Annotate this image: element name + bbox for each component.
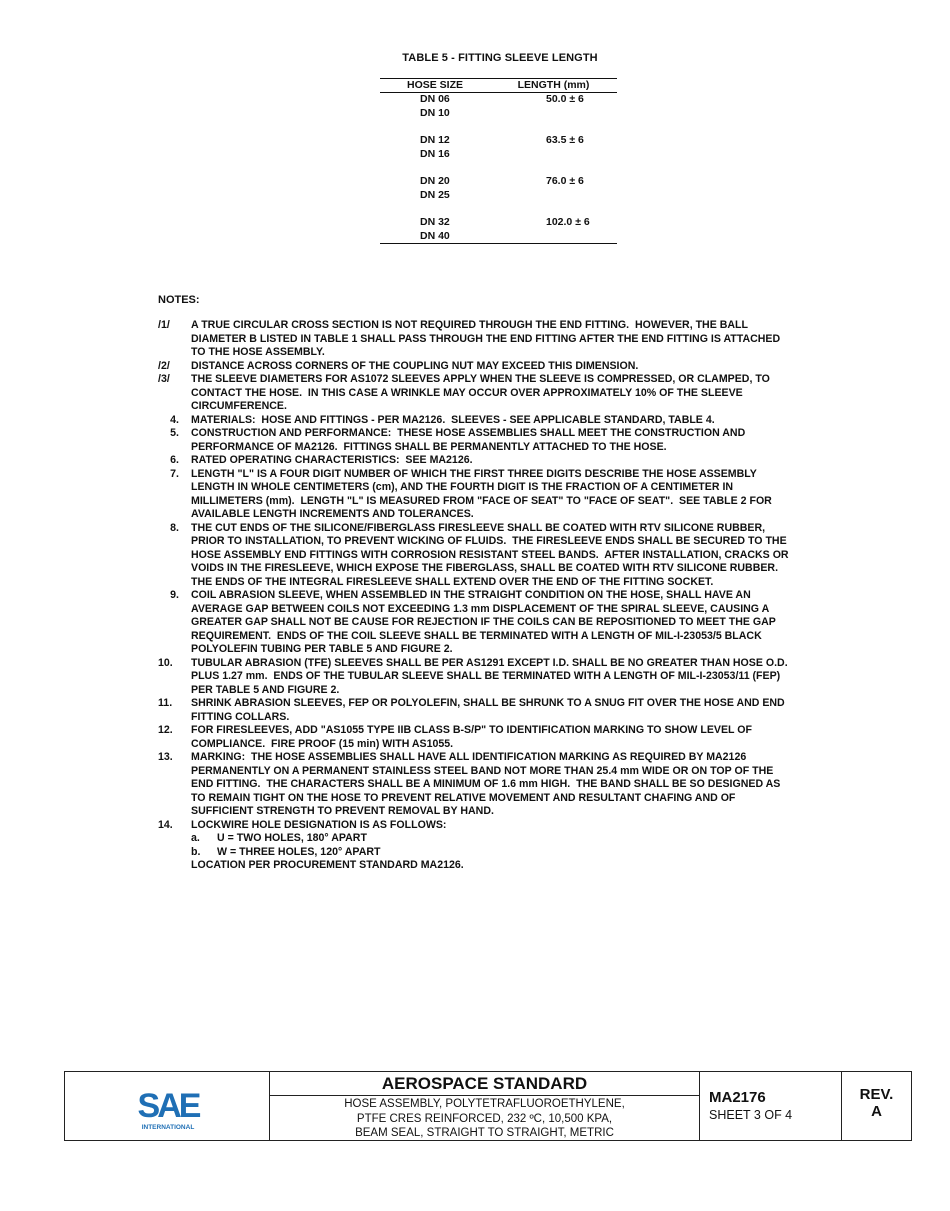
sheet-number: SHEET 3 OF 4 [709, 1108, 793, 1122]
logo-cell [65, 1072, 270, 1140]
hose-size: DN 25 [420, 188, 450, 201]
sub-letter: a. [191, 832, 200, 844]
note-number: 8. [170, 521, 179, 534]
note-closing: LOCATION PER PROCUREMENT STANDARD MA2126. [191, 859, 464, 871]
note-number: 12. [158, 724, 173, 736]
hose-size: DN 06 [420, 93, 450, 105]
note-item [158, 414, 863, 428]
note-item [158, 819, 863, 833]
note-number: 7. [170, 467, 179, 480]
rev-value: A [871, 1103, 882, 1120]
hose-size: DN 40 [420, 229, 450, 242]
note-item [158, 697, 863, 724]
note-number: /3/ [158, 373, 170, 385]
hose-size: DN 32 [420, 216, 450, 228]
note-item [158, 360, 863, 374]
description-line: BEAM SEAL, STRAIGHT TO STRAIGHT, METRIC [355, 1127, 614, 1139]
sae-logo-icon [131, 1084, 205, 1132]
note-number: 13. [158, 751, 173, 763]
logo-text: SAE [137, 1087, 199, 1125]
table5-row [380, 93, 617, 120]
note-number: 5. [170, 427, 179, 439]
sleeve-length: 102.0 ± 6 [546, 216, 590, 228]
note-sub-item [158, 832, 863, 846]
standard-heading: AEROSPACE STANDARD [270, 1072, 699, 1096]
sleeve-length: 63.5 ± 6 [546, 134, 584, 146]
note-text: TUBULAR ABRASION (TFE) SLEEVES SHALL BE PER AS1291 EXCEPT I.D. SHALL BE NO GREATER THAN HOSE O.D. PLUS 1.27 mm. ENDS OF THE TUBULAR SLEEVE SHALL BE TERMINATED WITH A LENGTH OF MIL-I-23053/11 (FEP) PER TABLE 5 AND FIGURE 2. [191, 656, 788, 696]
table5 [380, 78, 617, 244]
hose-size: DN 16 [420, 147, 450, 160]
rev-label: REV. [859, 1086, 894, 1103]
header-length: LENGTH (mm) [517, 79, 590, 91]
note-item [158, 522, 863, 590]
note-item [158, 589, 863, 657]
sub-letter: b. [191, 845, 201, 858]
revision-cell [842, 1072, 911, 1140]
doc-number-cell [700, 1072, 842, 1140]
note-text: DISTANCE ACROSS CORNERS OF THE COUPLING NUT MAY EXCEED THIS DIMENSION. [191, 359, 639, 372]
sleeve-length: 76.0 ± 6 [546, 175, 584, 187]
hose-size: DN 20 [420, 175, 450, 187]
note-number: 11. [158, 697, 173, 709]
table-rule-bottom [380, 243, 617, 244]
note-text: CONSTRUCTION AND PERFORMANCE: THESE HOSE ASSEMBLIES SHALL MEET THE CONSTRUCTION AND PERFORMANCE OF MA2126. FITTINGS SHALL BE PERMANENTLY ATTACHED TO THE HOSE. [191, 427, 746, 453]
note-item [158, 373, 863, 414]
standard-description [270, 1096, 699, 1141]
note-number: /2/ [158, 359, 170, 372]
header-hose-size: HOSE SIZE [406, 79, 463, 91]
note-text: LOCKWIRE HOLE DESIGNATION IS AS FOLLOWS: [191, 818, 447, 831]
note-number: 10. [158, 656, 173, 669]
note-text: A TRUE CIRCULAR CROSS SECTION IS NOT REQUIRED THROUGH THE END FITTING. HOWEVER, THE BALL DIAMETER B LISTED IN TABLE 1 SHALL PASS THROUGH THE END FITTING AFTER THE END FITTING IS ATTACHED TO THE HOSE ASSEMBLY. [191, 319, 781, 358]
title-block [64, 1071, 912, 1141]
note-item [158, 468, 863, 522]
note-item [158, 657, 863, 698]
note-text: LENGTH "L" IS A FOUR DIGIT NUMBER OF WHICH THE FIRST THREE DIGITS DESCRIBE THE HOSE ASSEMBLY LENGTH IN WHOLE CENTIMETERS (cm), AND THE FOURTH DIGIT IS THE FRACTION OF A CENTIMETER IN MILLIMETERS (mm). LENGTH "L" IS MEASURED FROM "FACE OF SEAT" TO "FACE OF SEAT". SEE TABLE 2 FOR AVAILABLE LENGTH INCREMENTS AND TOLERANCES. [191, 467, 772, 520]
note-number: 6. [170, 454, 179, 466]
logo-subtext: INTERNATIONAL [141, 1124, 195, 1131]
table5-row [380, 216, 617, 243]
note-sub-item [158, 846, 863, 860]
note-number: /1/ [158, 319, 170, 331]
sub-text: U = TWO HOLES, 180° APART [217, 832, 367, 844]
note-number: 9. [170, 589, 179, 601]
description-line: PTFE CRES REINFORCED, 232 ºC, 10,500 KPA, [356, 1112, 613, 1125]
note-text: RATED OPERATING CHARACTERISTICS: SEE MA2126. [191, 454, 473, 466]
note-text: COIL ABRASION SLEEVE, WHEN ASSEMBLED IN THE STRAIGHT CONDITION ON THE HOSE, SHALL HAVE AN AVERAGE GAP BETWEEN COILS NOT EXCEEDING 1.3 mm DISPLACEMENT OF THE SPIRAL SLEEVE, CAUSING A GREATER GAP SHALL NOT BE CAUSE FOR REJECTION IF THE COILS CAN BE REPOSITIONED TO MEET THE GAP REQUIREMENT. ENDS OF THE COIL SLEEVE SHALL BE TERMINATED WITH A LENGTH OF MIL-I-23053/5 BLACK POLYOLEFIN TUBING PER TABLE 5 AND FIGURE 2. [191, 589, 776, 655]
note-item [158, 751, 863, 819]
notes-list [158, 319, 863, 873]
doc-number: MA2176 [709, 1089, 766, 1106]
note-text: THE CUT ENDS OF THE SILICONE/FIBERGLASS FIRESLEEVE SHALL BE COATED WITH RTV SILICONE RUBBER, PRIOR TO INSTALLATION, TO PREVENT WICKING OF FLUIDS. THE FIRESLEEVE ENDS SHALL BE SECURED TO THE HOSE ASSEMBLY END FITTINGS WITH CORROSION RESISTANT STEEL BANDS. AFTER INSTALLATION, CRACKS OR VOIDS IN THE FIRESLEEVE, WHICH EXPOSE THE FIBERGLASS, SHALL BE COATED WITH RTV SILICONE RUBBER. THE ENDS OF THE INTEGRAL FIRESLEEVE SHALL EXTEND OVER THE END OF THE FITTING SOCKET. [191, 521, 789, 588]
table5-title: TABLE 5 - FITTING SLEEVE LENGTH [402, 52, 598, 64]
notes-heading: NOTES: [158, 294, 200, 306]
note-text: MATERIALS: HOSE AND FITTINGS - PER MA2126. SLEEVES - SEE APPLICABLE STANDARD, TABLE 4. [191, 413, 715, 426]
note-item [158, 454, 863, 468]
table5-header-row [380, 79, 617, 92]
hose-size: DN 12 [420, 134, 450, 146]
note-text: MARKING: THE HOSE ASSEMBLIES SHALL HAVE ALL IDENTIFICATION MARKING AS REQUIRED BY MA2126 PERMANENTLY ON A PERMANENT STAINLESS STEEL BAND NOT MORE THAN 25.4 mm WIDE OR ON TOP OF THE END FITTING. THE CHARACTERS SHALL BE A MINIMUM OF 1.6 mm HIGH. THE BAND SHALL BE SO DESIGNED AS TO REMAIN TIGHT ON THE HOSE TO PREVENT RELATIVE MOVEMENT AND RESULTANT CHAFING AND OF SUFFICIENT STRENGTH TO PREVENT REMOVAL BY HAND. [191, 751, 781, 817]
note-item [158, 724, 863, 751]
table5-row [380, 175, 617, 202]
title-cell [270, 1072, 700, 1140]
note-text: THE SLEEVE DIAMETERS FOR AS1072 SLEEVES APPLY WHEN THE SLEEVE IS COMPRESSED, OR CLAMPED, TO CONTACT THE HOSE. IN THIS CASE A WRINKLE MAY OCCUR OVER APPROXIMATELY 10% OF THE SLEEVE CIRCUMFERENCE. [191, 373, 770, 412]
note-number: 4. [170, 413, 179, 426]
hose-size: DN 10 [420, 106, 450, 119]
note-item [158, 427, 863, 454]
note-number: 14. [158, 818, 173, 831]
note-text: SHRINK ABRASION SLEEVES, FEP OR POLYOLEFIN, SHALL BE SHRUNK TO A SNUG FIT OVER THE HOSE AND END FITTING COLLARS. [191, 697, 785, 723]
note-text: FOR FIRESLEEVES, ADD "AS1055 TYPE IIB CLASS B-S/P" TO IDENTIFICATION MARKING TO SHOW LEVEL OF COMPLIANCE. FIRE PROOF (15 min) WITH AS1055. [191, 724, 752, 750]
description-line: HOSE ASSEMBLY, POLYTETRAFLUOROETHYLENE, [344, 1098, 625, 1110]
sub-text: W = THREE HOLES, 120° APART [217, 845, 381, 858]
note-item [158, 319, 863, 360]
sleeve-length: 50.0 ± 6 [546, 93, 584, 105]
table5-row [380, 134, 617, 161]
